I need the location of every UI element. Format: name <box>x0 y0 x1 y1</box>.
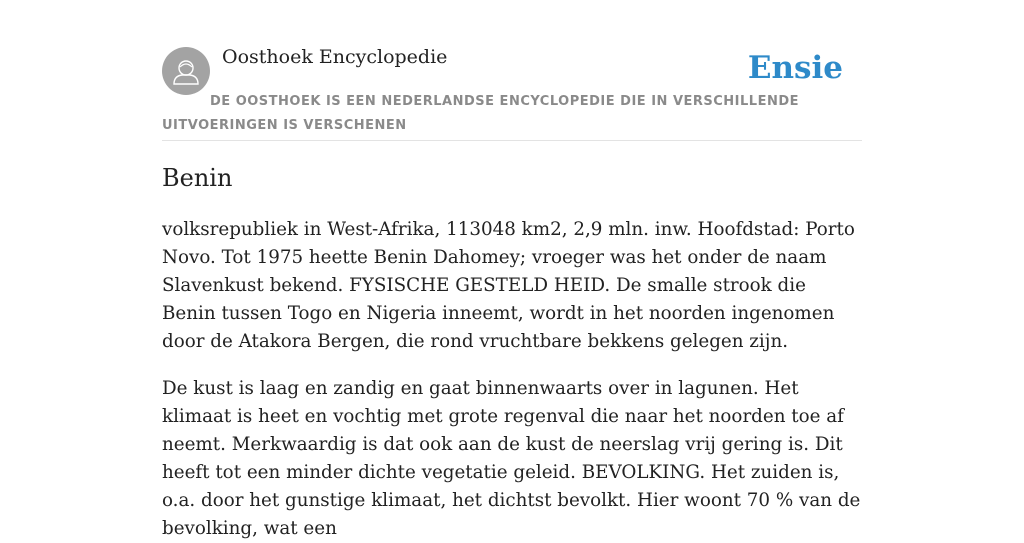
site-header <box>162 45 862 141</box>
article-paragraph: volksrepubliek in West-Afrika, 113048 km2, 2,9 mln. inw. Hoofdstad: Porto Novo. Tot 1975 heette Benin Dahomey; vroeger was het onder de naam Slavenkust bekend. FYSISCHE GESTELD HEID. De smalle strook die Benin tussen Togo en Nigeria inneemt, wordt in het noorden ingenomen door de Atakora Bergen, die rond vruchtbare bekkens gelegen zijn. <box>162 219 855 352</box>
article <box>162 160 862 539</box>
site-title[interactable]: Oosthoek Encyclopedie <box>222 46 448 68</box>
site-tagline: DE OOSTHOEK IS EEN NEDERLANDSE ENCYCLOPEDIE DIE IN VERSCHILLENDE UITVOERINGEN IS VERSCHENEN <box>162 94 800 133</box>
article-paragraph: De kust is laag en zandig en gaat binnenwaarts over in lagunen. Het klimaat is heet en vochtig met grote regenval die naar het noorden toe af neemt. Merkwaardig is dat ook aan de kust de neerslag vrij gering is. Dit heeft tot een minder dichte vegetatie geleid. BEVOLKING. Het zuiden is, o.a. door het gunstige klimaat, het dichtst bevolkt. Hier woont 70 % van de bevolking, wat een <box>162 378 861 539</box>
brand-logo[interactable]: Ensie <box>747 50 843 86</box>
user-silhouette-icon <box>162 47 210 95</box>
avatar[interactable] <box>162 47 210 95</box>
article-title: Benin <box>162 164 233 192</box>
